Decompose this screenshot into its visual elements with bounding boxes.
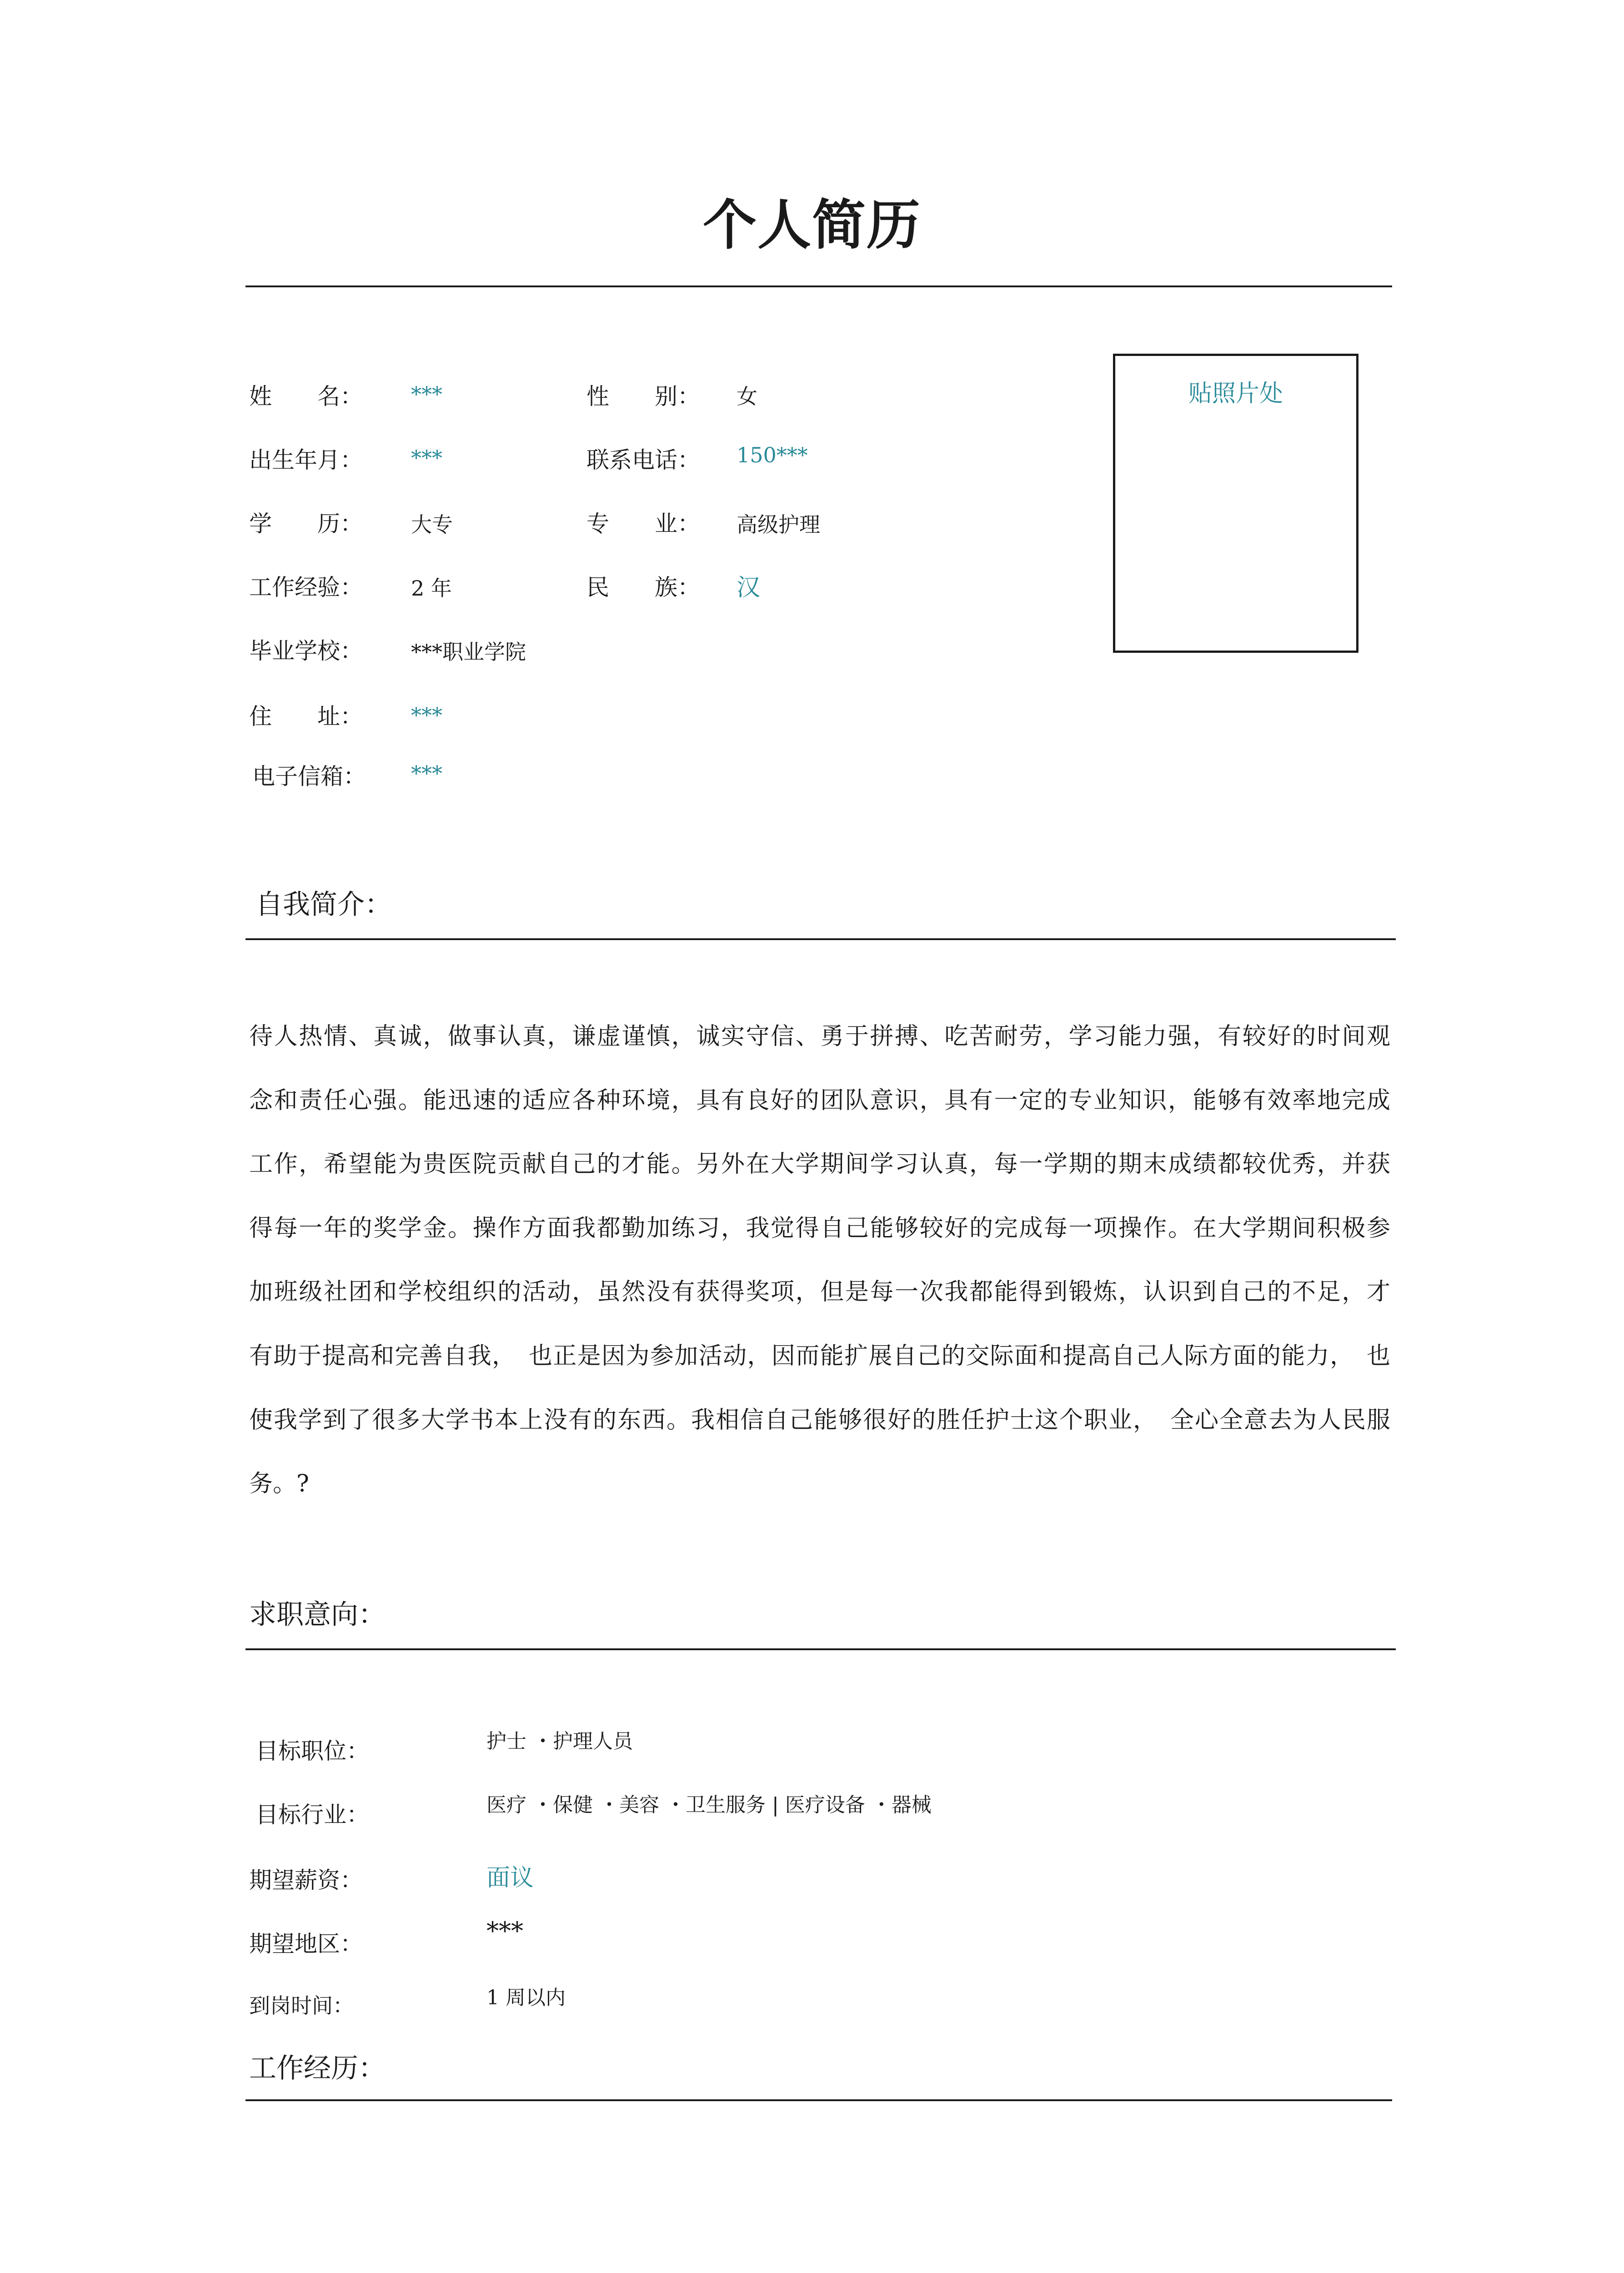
self-intro-line: 得每一年的奖学金。操作方面我都勤加练习，我觉得自己能够较好的完成每一项操作。在大学期间积极参 xyxy=(249,1214,1390,1242)
ethnicity-value: 汉 xyxy=(737,574,761,601)
gender-value: 女 xyxy=(737,384,757,409)
name-value: *** xyxy=(411,382,442,406)
job-intent-heading: 求职意向： xyxy=(249,1599,386,1631)
self-intro-heading: 自我简介： xyxy=(256,889,392,921)
start-time-label: 到岗时间： xyxy=(249,1993,354,2018)
address-label: 住 址： xyxy=(249,703,363,730)
self-intro-line: 加班级社团和学校组织的活动，虽然没有获得奖项，但是每一次我都能得到锻炼，认识到自己的不足，才 xyxy=(249,1278,1390,1306)
expected-region-value: *** xyxy=(486,1917,523,1945)
target-industry-label: 目标行业： xyxy=(256,1802,369,1828)
address-value: *** xyxy=(411,703,442,727)
email-value: *** xyxy=(411,761,442,786)
self-intro-line: 务。? xyxy=(249,1470,309,1498)
target-industry-value: 医疗 ・保健 ・美容 ・卫生服务 | 医疗设备 ・器械 xyxy=(486,1793,932,1817)
self-intro-line: 待人热情、真诚，做事认真，谦虚谨慎，诚实守信、勇于拼搏、吃苦耐劳，学习能力强，有较好的时间观 xyxy=(249,1023,1390,1050)
education-value: 大专 xyxy=(411,512,453,537)
phone-label: 联系电话： xyxy=(586,447,700,473)
birth-value: *** xyxy=(411,446,442,470)
self-intro-line: 使我学到了很多大学书本上没有的东西。我相信自己能够很好的胜任护士这个职业， 全心全意去为人民服 xyxy=(249,1406,1390,1434)
self-intro-line: 有助于提高和完善自我， 也正是因为参加活动，因而能扩展自己的交际面和提高自己人际方面的能力， 也 xyxy=(249,1342,1390,1370)
job-intent-divider xyxy=(246,1648,1396,1650)
expected-salary-label: 期望薪资： xyxy=(249,1867,363,1893)
major-value: 高级护理 xyxy=(737,512,820,537)
page-title: 个人简历 xyxy=(702,194,921,256)
education-label: 学 历： xyxy=(249,511,363,537)
expected-region-label: 期望地区： xyxy=(249,1931,363,1957)
email-label: 电子信箱： xyxy=(252,763,366,790)
experience-value: 2 年 xyxy=(411,576,452,601)
photo-placeholder[interactable] xyxy=(1113,354,1358,653)
photo-placeholder-label: 贴照片处 xyxy=(1188,380,1283,407)
target-position-label: 目标职位： xyxy=(256,1738,369,1764)
target-position-value: 护士 ・护理人员 xyxy=(486,1730,633,1753)
gender-label: 性 别： xyxy=(586,383,700,410)
self-intro-divider xyxy=(246,938,1396,940)
self-intro-paragraph xyxy=(249,1005,1390,1516)
self-intro-line: 念和责任心强。能迅速的适应各种环境，具有良好的团队意识，具有一定的专业知识，能够有效率地完成 xyxy=(249,1086,1390,1114)
school-value: ***职业学院 xyxy=(411,640,526,664)
school-label: 毕业学校： xyxy=(249,638,363,664)
experience-label: 工作经验： xyxy=(249,574,363,601)
self-intro-line: 工作，希望能为贵医院贡献自己的才能。另外在大学期间学习认真，每一学期的期末成绩都较优秀，并获 xyxy=(249,1151,1390,1178)
major-label: 专 业： xyxy=(586,511,700,537)
phone-value: 150*** xyxy=(737,443,808,467)
work-history-heading: 工作经历： xyxy=(249,2053,386,2084)
birth-label: 出生年月： xyxy=(249,447,363,473)
ethnicity-label: 民 族： xyxy=(586,574,700,601)
start-time-value: 1 周以内 xyxy=(486,1986,566,2009)
work-history-divider xyxy=(246,2099,1392,2101)
title-divider xyxy=(246,285,1392,287)
expected-salary-value: 面议 xyxy=(486,1864,534,1892)
name-label: 姓 名： xyxy=(249,383,363,410)
